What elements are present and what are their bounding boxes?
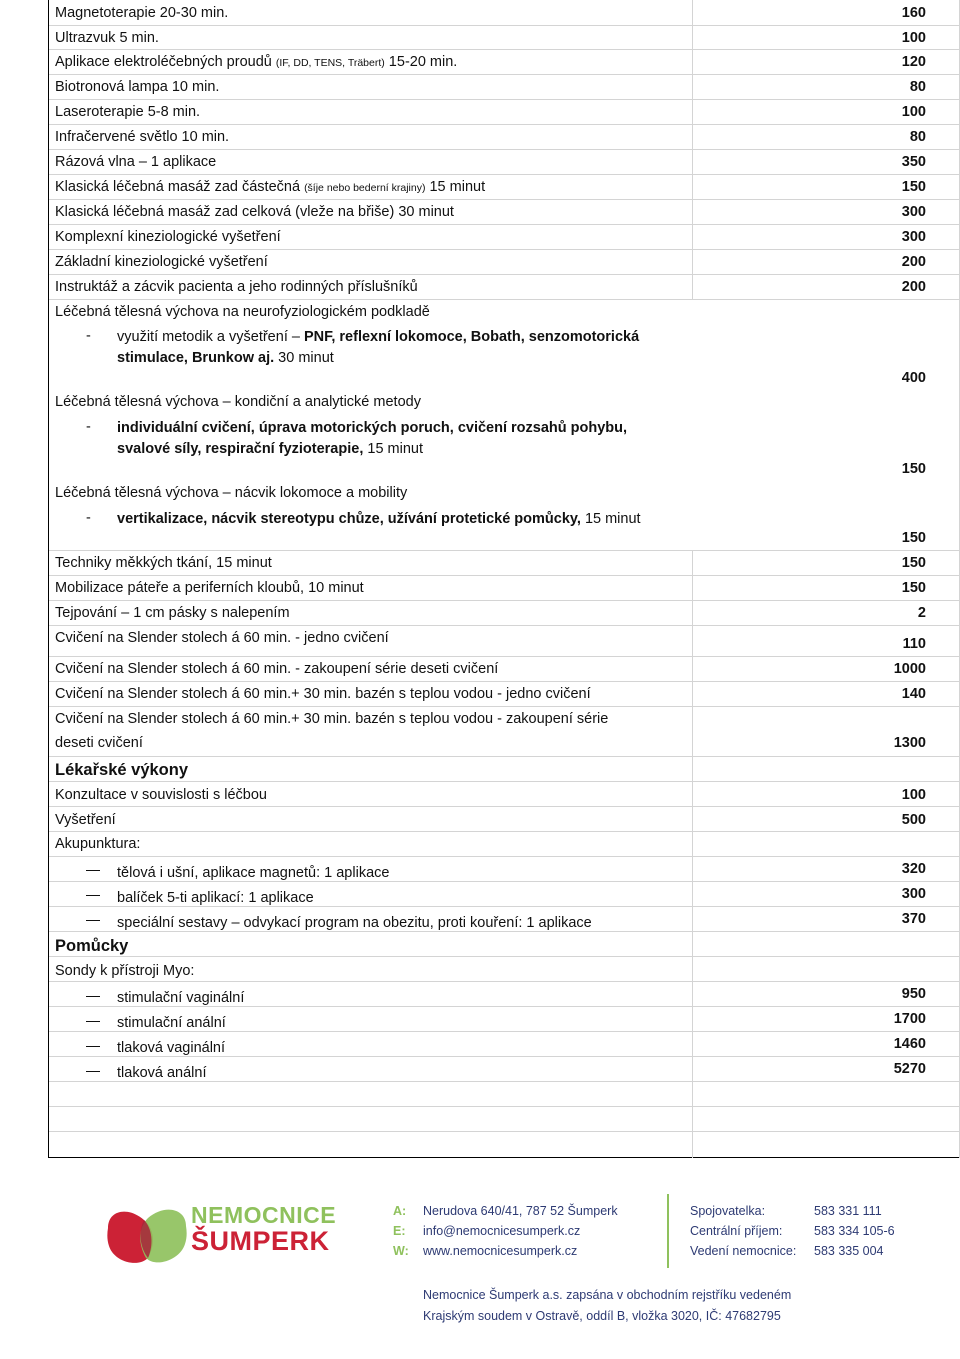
- price-value: 100: [901, 787, 926, 803]
- ltv-title: Léčebná tělesná výchova – kondiční a analytické metody: [55, 394, 421, 410]
- service-label: Infračervené světlo 10 min.: [55, 129, 230, 145]
- service-label: tlaková vaginální: [117, 1040, 226, 1056]
- service-label: Laseroterapie 5-8 min.: [55, 104, 201, 120]
- price-value: 1300: [893, 735, 926, 751]
- table-row: [49, 625, 960, 657]
- service-label: speciální sestavy – odvykací program na obezitu, proti kouření: 1 aplikace: [117, 915, 592, 931]
- service-label: balíček 5-ti aplikací: 1 aplikace: [117, 890, 314, 906]
- ltv-detail: využití metodik a vyšetření – PNF, reflexní lokomoce, Bobath, senzomotorická: [117, 329, 640, 345]
- dash-mark: [86, 1021, 100, 1022]
- service-label: Vyšetření: [55, 812, 116, 828]
- table-row: [49, 249, 960, 275]
- table-row: [49, 1031, 960, 1057]
- dash-mark: [86, 920, 100, 921]
- service-label: Ultrazvuk 5 min.: [55, 30, 159, 46]
- price-value: 300: [901, 204, 926, 220]
- price-value: 2: [917, 605, 926, 621]
- contact-label: Centrální příjem:: [690, 1224, 783, 1238]
- price-value: 120: [901, 54, 926, 70]
- table-row: [49, 906, 960, 932]
- service-label: Instruktáž a zácvik pacienta a jeho rodinných příslušníků: [55, 279, 418, 295]
- price-value: 300: [901, 886, 926, 902]
- contact-label: Spojovatelka:: [690, 1204, 766, 1218]
- footer: [0, 1180, 960, 1359]
- service-label-cont: deseti cvičení: [55, 735, 143, 751]
- table-row: [49, 99, 960, 125]
- service-label: Rázová vlna – 1 aplikace: [55, 154, 217, 170]
- table-row: [49, 124, 960, 150]
- price-table: [48, 0, 960, 1158]
- ltv-detail: stimulace, Brunkow aj. 30 minut: [117, 350, 334, 366]
- price-value: 200: [901, 254, 926, 270]
- subsection-label: Sondy k přístroji Myo:: [55, 963, 195, 979]
- table-row: [49, 1006, 960, 1032]
- ltv-block: [49, 299, 960, 551]
- service-label: Magnetoterapie 20-30 min.: [55, 5, 229, 21]
- section-heading-row: [49, 756, 960, 782]
- service-label: Cvičení na Slender stolech á 60 min.+ 30 min. bazén s teplou vodou - jedno cvičení: [55, 686, 591, 702]
- table-row: [49, 49, 960, 75]
- table-row: [49, 575, 960, 601]
- ltv-detail: individuální cvičení, úprava motorických poruch, cvičení rozsahů pohybu,: [117, 420, 628, 436]
- contact-phone: 583 331 111: [814, 1204, 882, 1218]
- service-label: Základní kineziologické vyšetření: [55, 254, 268, 270]
- service-label: Klasická léčebná masáž zad celková (vleže na břiše) 30 minut: [55, 204, 454, 220]
- price-value: 110: [902, 636, 926, 652]
- service-label: Klasická léčebná masáž zad částečná (šíje nebo bederní krajiny) 15 minut: [55, 179, 486, 195]
- dash-mark: [86, 996, 100, 997]
- service-label: stimulační anální: [117, 1015, 226, 1031]
- price-value: 300: [901, 229, 926, 245]
- ltv-title: Léčebná tělesná výchova na neurofyziologickém podkladě: [55, 304, 430, 320]
- section-heading: Pomůcky: [55, 937, 129, 955]
- service-label: Mobilizace páteře a periferních kloubů, 10 minut: [55, 580, 364, 596]
- table-row: [49, 681, 960, 707]
- table-row: [49, 656, 960, 682]
- contact-phone: 583 335 004: [814, 1244, 884, 1258]
- web-link[interactable]: www.nemocnicesumperk.cz: [423, 1244, 578, 1258]
- table-row: [49, 831, 960, 857]
- table-row: [49, 149, 960, 175]
- table-row: [49, 856, 960, 882]
- price-value: 1460: [893, 1036, 926, 1052]
- email-link[interactable]: info@nemocnicesumperk.cz: [423, 1224, 581, 1238]
- table-row: [49, 274, 960, 300]
- price-value: 80: [909, 79, 926, 95]
- price-value: 320: [901, 861, 926, 877]
- price-value: 1700: [893, 1011, 926, 1027]
- service-label: Biotronová lampa 10 min.: [55, 79, 220, 95]
- registration-line: Nemocnice Šumperk a.s. zapsána v obchodním rejstříku vedeném: [423, 1288, 792, 1302]
- dash-mark: [86, 870, 100, 871]
- dash-mark: [86, 895, 100, 896]
- registration-line: Krajským soudem v Ostravě, oddíl B, vložka 3020, IČ: 47682795: [423, 1309, 781, 1323]
- address-label: A:: [393, 1204, 407, 1218]
- web-label: W:: [393, 1244, 409, 1258]
- price-value: 140: [901, 686, 926, 702]
- table-row: [49, 706, 960, 757]
- price-value: 200: [901, 279, 926, 295]
- table-row: [49, 956, 960, 982]
- brand-name-line1: NEMOCNICE: [191, 1202, 337, 1228]
- dash-mark: -: [86, 510, 91, 526]
- price-value: 80: [909, 129, 926, 145]
- service-label: Cvičení na Slender stolech á 60 min. - zakoupení série deseti cvičení: [55, 661, 499, 677]
- address: Nerudova 640/41, 787 52 Šumperk: [423, 1204, 618, 1218]
- empty-row: [49, 1131, 960, 1158]
- price-value: 150: [901, 580, 926, 596]
- empty-row: [49, 1106, 960, 1132]
- service-label: tlaková anální: [117, 1065, 207, 1081]
- table-row: [49, 981, 960, 1007]
- section-heading: Lékařské výkony: [55, 761, 189, 779]
- price-value: 500: [901, 812, 926, 828]
- footer-divider: [667, 1194, 669, 1268]
- table-row: [49, 0, 960, 25]
- contact-label: Vedení nemocnice:: [690, 1244, 797, 1258]
- table-row: [49, 600, 960, 626]
- subsection-label: Akupunktura:: [55, 836, 141, 852]
- price-value: 400: [901, 370, 926, 386]
- price-value: 100: [901, 104, 926, 120]
- service-label: stimulační vaginální: [117, 990, 245, 1006]
- brand-name-line2: ŠUMPERK: [191, 1226, 330, 1256]
- price-value: 150: [901, 555, 926, 571]
- table-row: [49, 224, 960, 250]
- price-value: 150: [901, 461, 926, 477]
- ltv-title: Léčebná tělesná výchova – nácvik lokomoce a mobility: [55, 485, 408, 501]
- dash-mark: [86, 1046, 100, 1047]
- price-value: 5270: [893, 1061, 926, 1077]
- ltv-detail: vertikalizace, nácvik stereotypu chůze, užívání protetické pomůcky, 15 minut: [117, 511, 641, 527]
- hospital-logo-icon: [104, 1198, 190, 1266]
- section-heading-row: [49, 931, 960, 957]
- price-value: 950: [901, 986, 926, 1002]
- table-row: [49, 74, 960, 100]
- service-label: Cvičení na Slender stolech á 60 min.+ 30 min. bazén s teplou vodou - zakoupení série: [55, 711, 609, 727]
- price-value: 150: [901, 179, 926, 195]
- dash-mark: -: [86, 419, 91, 435]
- service-label: Aplikace elektroléčebných proudů (IF, DD, TENS, Träbert) 15-20 min.: [55, 54, 458, 70]
- email-label: E:: [393, 1224, 406, 1238]
- table-row: [49, 174, 960, 200]
- table-row: [49, 806, 960, 832]
- service-label: Tejpování – 1 cm pásky s nalepením: [55, 605, 290, 621]
- table-row: [49, 881, 960, 907]
- price-value: 350: [901, 154, 926, 170]
- price-value: 100: [901, 30, 926, 46]
- price-value: 1000: [893, 661, 926, 677]
- table-row: [49, 781, 960, 807]
- table-row: [49, 25, 960, 50]
- price-value: 160: [901, 5, 926, 21]
- dash-mark: [86, 1071, 100, 1072]
- service-label: Komplexní kineziologické vyšetření: [55, 229, 281, 245]
- service-label: tělová i ušní, aplikace magnetů: 1 aplikace: [117, 865, 390, 881]
- price-value: 370: [901, 911, 926, 927]
- price-value: 150: [901, 530, 926, 546]
- service-label: Techniky měkkých tkání, 15 minut: [55, 555, 272, 571]
- service-label: Konzultace v souvislosti s léčbou: [55, 787, 267, 803]
- empty-row: [49, 1081, 960, 1107]
- table-row: [49, 550, 960, 576]
- table-row: [49, 1056, 960, 1082]
- service-label: Cvičení na Slender stolech á 60 min. - jedno cvičení: [55, 630, 389, 646]
- dash-mark: -: [86, 328, 91, 344]
- ltv-detail: svalové síly, respirační fyzioterapie, 15 minut: [117, 441, 424, 457]
- contact-phone: 583 334 105-6: [814, 1224, 895, 1238]
- table-row: [49, 199, 960, 225]
